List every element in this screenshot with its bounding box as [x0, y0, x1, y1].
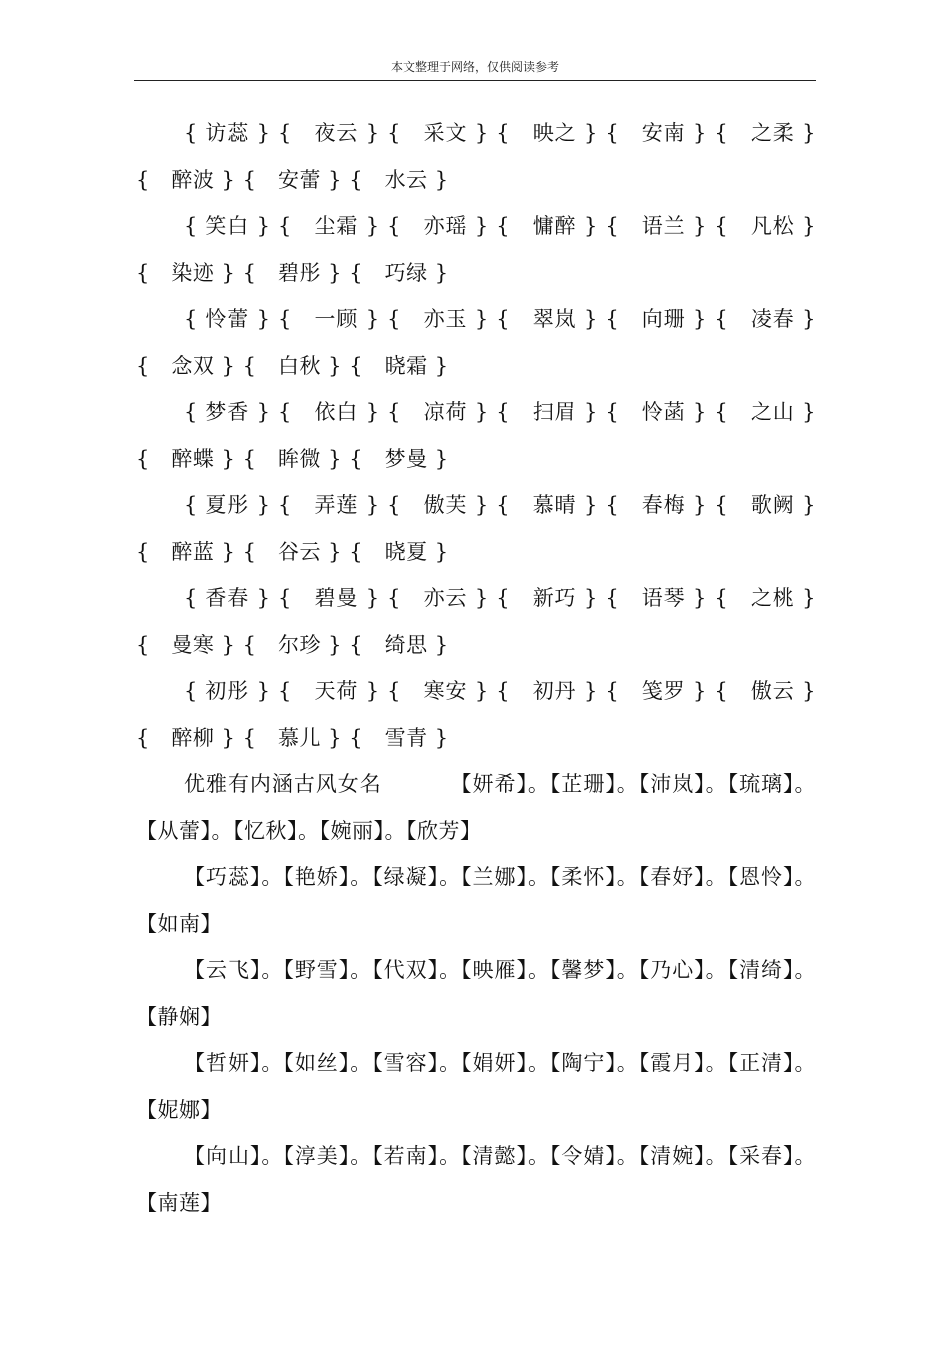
name-list-paragraph-6: { 香春 } { 碧曼 } { 亦云 } { 新巧 } { 语琴 } { 之桃 } { 曼寒 } { 尔珍 } { 绮思 } [136, 586, 824, 657]
name-list-paragraph-9: 【云飞】。【野雪】。【代双】。【映雁】。【馨梦】。【乃心】。【清绮】。【静娴】 [136, 958, 816, 1029]
name-list-paragraph-7: { 初彤 } { 天荷 } { 寒安 } { 初丹 } { 笺罗 } { 傲云 } { 醉柳 } { 慕儿 } { 雪青 } [136, 679, 824, 750]
name-list-paragraph-1: { 访蕊 } { 夜云 } { 采文 } { 映之 } { 安南 } { 之柔 } { 醉波 } { 安蕾 } { 水云 } [136, 121, 824, 192]
name-list-paragraph-5: { 夏彤 } { 弄莲 } { 傲芙 } { 慕晴 } { 春梅 } { 歌阙 } { 醉蓝 } { 谷云 } { 晓夏 } [136, 493, 824, 564]
name-list-paragraph-10: 【哲妍】。【如丝】。【雪容】。【娟妍】。【陶宁】。【霞月】。【正清】。【妮娜】 [136, 1051, 816, 1122]
section-heading-paragraph: 优雅有内涵古风女名 【妍希】。【芷珊】。【沛岚】。【琉璃】。【从蕾】。【忆秋】。【婉丽】。【欣芳】 [136, 772, 816, 843]
page-header: 本文整理于网络，仅供阅读参考 [134, 58, 816, 81]
name-list-paragraph-2: { 笑白 } { 尘霜 } { 亦瑶 } { 慵醉 } { 语兰 } { 凡松 } { 染迹 } { 碧彤 } { 巧绿 } [136, 214, 824, 285]
name-list-paragraph-4: { 梦香 } { 依白 } { 凉荷 } { 扫眉 } { 怜菡 } { 之山 } { 醉蝶 } { 眸微 } { 梦曼 } [136, 400, 824, 471]
name-list-paragraph-3: { 怜蕾 } { 一顾 } { 亦玉 } { 翠岚 } { 向珊 } { 凌春 } { 念双 } { 白秋 } { 晓霜 } [136, 307, 824, 378]
name-list-paragraph-11: 【向山】。【淳美】。【若南】。【清懿】。【令婧】。【清婉】。【采春】。【南莲】 [136, 1144, 816, 1215]
document-body [136, 110, 824, 1226]
name-list-paragraph-8: 【巧蕊】。【艳娇】。【绿凝】。【兰娜】。【柔怀】。【春妤】。【恩怜】。【如南】 [136, 865, 816, 936]
